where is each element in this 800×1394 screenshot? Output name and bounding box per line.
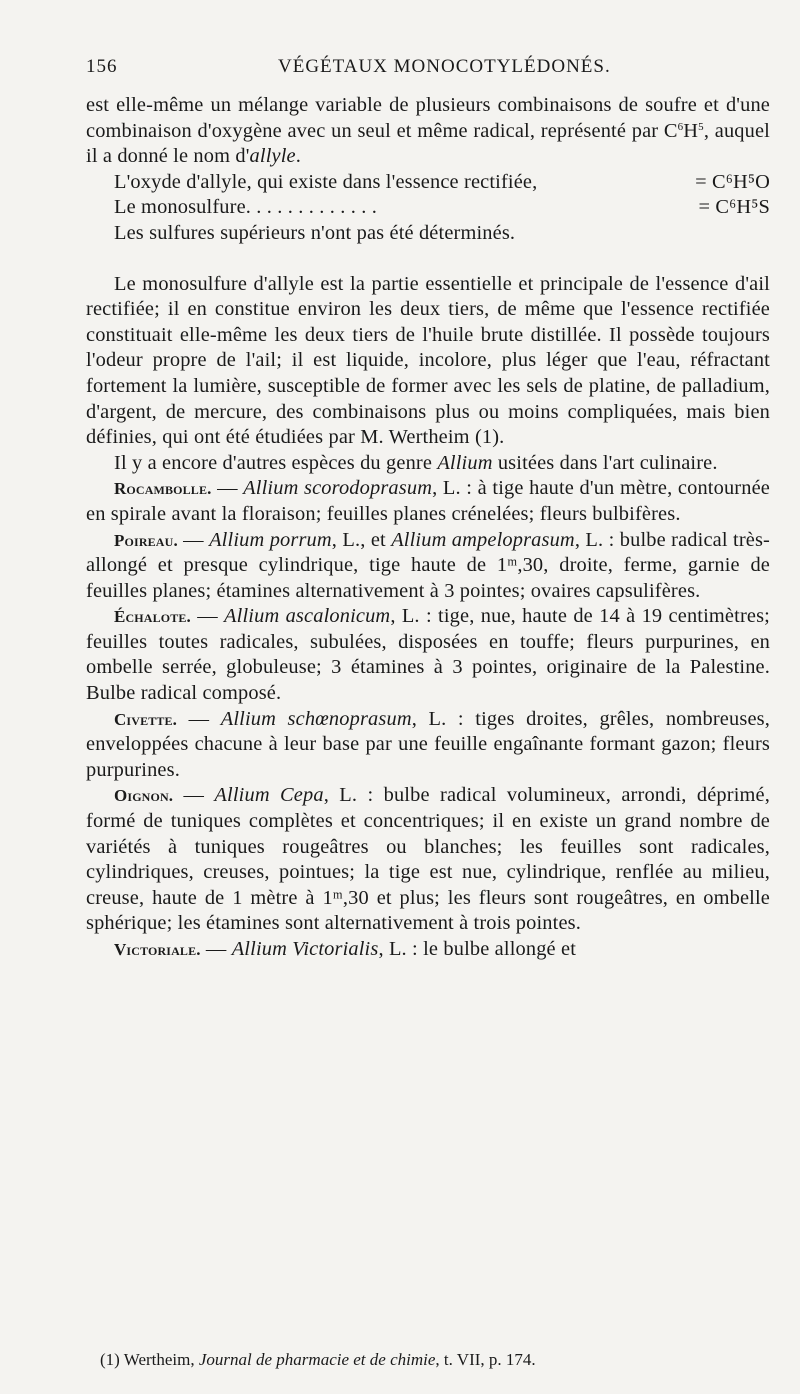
footnote-journal: Journal de pharmacie et de chimie (198, 1350, 436, 1369)
species-separator: — (190, 605, 225, 628)
species-latin-name: Allium ascalonicum (224, 605, 391, 628)
intro-text-3: , auquel il a donné le nom d' (86, 119, 770, 168)
species-description: , L. : bulbe radical volumineux, arrondi, déprimé, formé de tuniques complètes et concentriques; il en existe un grand nombre de variétés à tuniques rougeâtres ou blanches; les feuilles sont radicales, cylindriques, creuses, pointues; la tige est nue, cylindrique, renflée au milieu, creuse, haute de 1 mètre à 1ᵐ,30 et plus; les fleurs sont rougeâtres, en ombelle sphérique; les étamines sont alternativement à trois pointes. (86, 784, 770, 935)
intro-text-2: H (683, 119, 699, 142)
running-head: VÉGÉTAUX MONOCOTYLÉDONÉS. (278, 56, 611, 77)
intro-sup-2: 5 (698, 120, 704, 133)
species-separator: — (177, 707, 221, 730)
species-name: Rocambolle. (114, 479, 212, 499)
species-description: , L. : tige, nue, haute de 14 à 19 centimètres; feuilles toutes radicales, subulées, disposées en touffe; fleurs purpurines, en ombelle serrée, globuleuse; 3 étamines à 3 pointes, originaire de la Palestine. Bulbe radical composé. (86, 605, 770, 705)
species-echalote (86, 604, 770, 706)
section-gap (86, 247, 770, 272)
species-intro-text-2: usitées dans l'art culinaire. (492, 451, 718, 474)
monosulfure-label: Le monosulfure. . . . . . . . . . . . . (114, 196, 377, 219)
oxide-formula: = C⁶H⁵O (695, 170, 770, 193)
species-connector: , L., et (331, 528, 392, 551)
species-name: Civette. (114, 709, 178, 729)
species-description: , L. : le bulbe allongé et (378, 938, 577, 960)
species-latin-name: Allium scorodoprasum (243, 477, 433, 500)
intro-text-5: . (295, 145, 301, 168)
species-latin-name: Allium Victorialis (231, 938, 379, 960)
oxide-line (86, 170, 770, 196)
species-poireau (86, 528, 770, 605)
intro-sup-1: 6 (677, 120, 684, 133)
footnote-author: (1) Wertheim, (100, 1350, 199, 1369)
species-name: Victoriale. (114, 940, 201, 959)
species-civette (86, 707, 770, 784)
species-intro-text-1: Il y a encore d'autres espèces du genre (114, 451, 438, 474)
species-separator: — (211, 477, 244, 500)
species-latin-name: Allium schœnoprasum (220, 707, 412, 730)
intro-text-1: est elle-même un mélange variable de plusieurs combinaisons de soufre et d'une combinaison d'oxygène avec un seul et même radical, représenté par C (86, 94, 770, 142)
oxide-label: L'oxyde d'allyle, qui existe dans l'essence rectifiée, (114, 170, 538, 193)
species-latin-name: Allium porrum (209, 528, 332, 551)
species-name: Échalote. (114, 607, 191, 627)
allyle-term: allyle (249, 145, 296, 168)
footnote-reference: , t. VII, p. 174. (435, 1350, 536, 1369)
monosulfure-line (86, 195, 770, 221)
species-intro-paragraph (86, 451, 770, 477)
species-latin-name-2: Allium ampeloprasum (391, 528, 575, 551)
monosulfure-paragraph: Le monosulfure d'allyle est la partie essentielle et principale de l'essence d'ail rectifiée; il en constitue environ les deux tiers, de même que l'essence rectifiée constituait elle-même les deux tiers de l'huile brute distillée. Il possède toujours l'odeur propre de l'ail; il est liquide, incolore, plus léger que l'eau, réfractant fortement la lumière, susceptible de former avec les sels de platine, de palladium, d'argent, de mercure, des combinaisons plus ou moins compliquées, mais bien définies, qui ont été étudiées par M. Wertheim (1). (86, 272, 770, 449)
species-rocambolle (86, 476, 770, 527)
species-name: Poireau. (114, 530, 178, 550)
intro-paragraph (86, 93, 770, 170)
species-separator: — (200, 938, 232, 960)
page-body (86, 93, 770, 963)
species-separator: — (173, 784, 215, 807)
species-victoriale (86, 937, 770, 963)
page-header (86, 48, 770, 78)
species-oignon (86, 783, 770, 937)
species-separator: — (177, 528, 210, 551)
page-number: 156 (86, 56, 118, 77)
footnote (100, 1350, 536, 1370)
sulfures-line: Les sulfures supérieurs n'ont pas été déterminés. (114, 221, 516, 244)
species-latin-name: Allium Cepa (214, 784, 324, 807)
genus-name: Allium (437, 451, 493, 474)
species-description: , L. : tiges droites, grêles, nombreuses, enveloppées chacune à leur base par une feuille engaînante formant gazon; fleurs purpurines. (86, 707, 770, 781)
monosulfure-formula: = C⁶H⁵S (698, 196, 770, 219)
species-name: Oignon. (114, 786, 174, 806)
species-description: , L. : à tige haute d'un mètre, contournée en spirale avant la floraison; feuilles planes crénelées; fleurs bulbifères. (86, 477, 770, 525)
species-description: , L. : bulbe radical très-allongé et presque cylindrique, tige haute de 1ᵐ,30, droite, ferme, garnie de feuilles planes; étamines alternativement à 3 pointes; ovaires capsulifères. (86, 528, 770, 602)
